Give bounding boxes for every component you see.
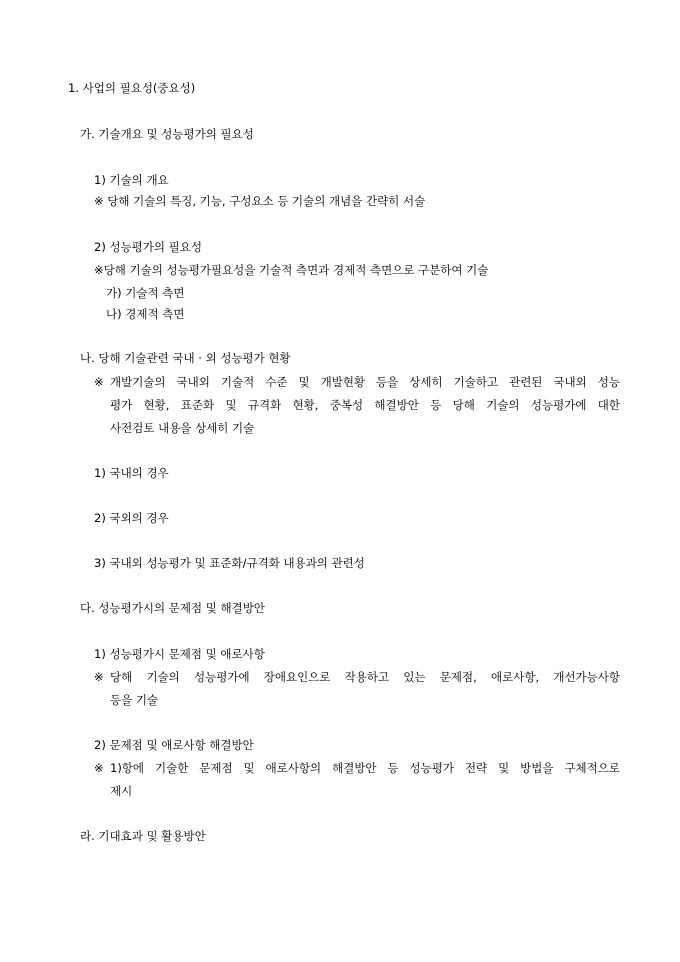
da-sub2-title: 2) 문제점 및 애로사항 해결방안 — [94, 738, 254, 752]
ga-sub1-note: ※ 당해 기술의 특징, 기능, 구성요소 등 기술의 개념을 간략히 서술 — [94, 194, 426, 208]
na-item-foreign: 2) 국외의 경우 — [94, 511, 169, 525]
da-sub2-note-mark: ※ — [94, 761, 104, 775]
section-ga-title: 가. 기술개요 및 성능평가의 필요성 — [80, 127, 254, 141]
da-sub1-title: 1) 성능평가시 문제점 및 애로사항 — [94, 647, 265, 661]
da-sub2-note-line-1: 1)항에 기술한 문제점 및 애로사항의 해결방안 등 성능평가 전략 및 방법을 구체적으로 — [110, 761, 620, 775]
ga-sub1-title: 1) 기술의 개요 — [94, 173, 169, 187]
section-ra-title: 라. 기대효과 및 활용방안 — [80, 829, 206, 843]
da-sub1-note-mark: ※ — [94, 670, 104, 684]
ga-sub2-note: ※당해 기술의 성능평가필요성을 기술적 측면과 경제적 측면으로 구분하여 기술 — [94, 263, 489, 277]
da-sub1-note-line-2: 등을 기술 — [110, 693, 159, 707]
da-sub1-note-line-1: 당해 기술의 성능평가에 장애요인으로 작용하고 있는 문제점, 애로사항, 개선가능사항 — [110, 670, 620, 684]
na-item-relation: 3) 국내외 성능평가 및 표준화/규격화 내용과의 관련성 — [94, 556, 365, 570]
ga-sub2-title: 2) 성능평가의 필요성 — [94, 240, 202, 254]
section-na-title: 나. 당해 기술관련 국내 · 외 성능평가 현황 — [80, 351, 291, 365]
na-item-domestic: 1) 국내의 경우 — [94, 466, 169, 480]
na-note-line-1: 개발기술의 국내외 기술적 수준 및 개발현황 등을 상세히 기술하고 관련된 국내외 성능 — [110, 375, 620, 389]
section-da-title: 다. 성능평가시의 문제점 및 해결방안 — [80, 601, 265, 615]
na-note-mark: ※ — [94, 375, 104, 389]
ga-sub2-item-technical: 가) 기술적 측면 — [106, 286, 185, 300]
section-1-title: 1. 사업의 필요성(중요성) — [68, 81, 196, 95]
na-note-line-3: 사전검토 내용을 상세히 기술 — [110, 421, 255, 435]
da-sub2-note-line-2: 제시 — [110, 784, 133, 798]
ga-sub2-item-economic: 나) 경제적 측면 — [106, 307, 185, 321]
na-note-line-2: 평가 현황, 표준화 및 규격화 현황, 중복성 해결방안 등 당해 기술의 성능평가에 대한 — [110, 398, 620, 412]
